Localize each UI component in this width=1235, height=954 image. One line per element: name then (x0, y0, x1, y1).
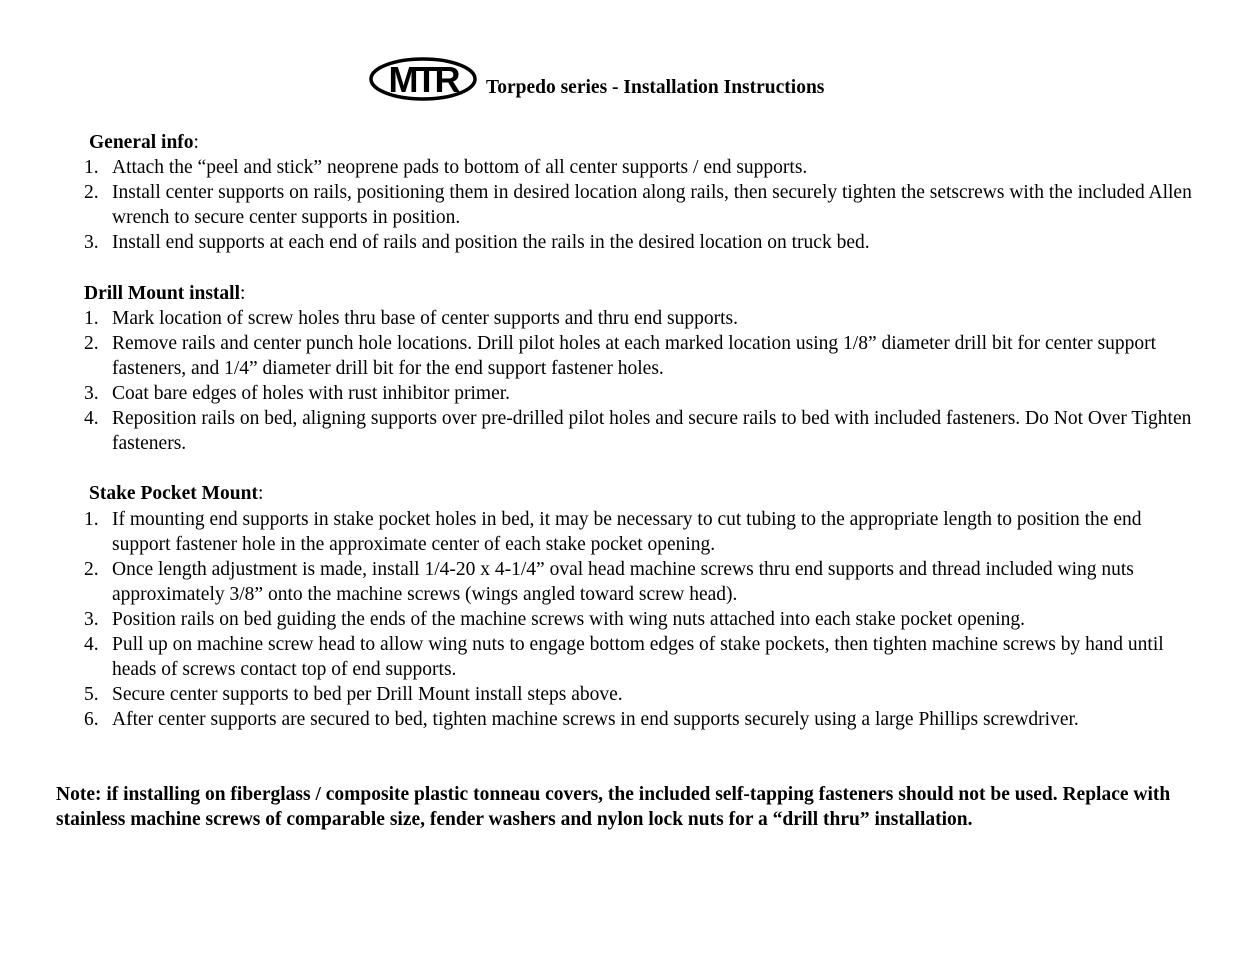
list-item: 6. After center supports are secured to bed, tighten machine screws in end supports securely using a large Phillips screwdriver. (84, 709, 1079, 730)
document-header (368, 56, 824, 102)
list-item: 2. Remove rails and center punch hole locations. Drill pilot holes at each marked location using 1/8” diameter drill bit for center support fasteners, and 1/4” diameter drill bit for the end support fastener holes. (84, 333, 1157, 379)
svg-text:MTR: MTR (388, 59, 458, 100)
list-item: 4. Reposition rails on bed, aligning supports over pre-drilled pilot holes and secure rails to bed with included fasteners. Do Not Over Tighten fasteners. (84, 408, 1192, 454)
list-item: 3. Position rails on bed guiding the ends of the machine screws with wing nuts attached into each stake pocket opening. (84, 609, 1026, 630)
section-heading-general-info: General info: (89, 132, 199, 153)
drill-mount-list (84, 306, 1194, 456)
section-heading-drill-mount: Drill Mount install: (84, 283, 246, 304)
mtr-logo (368, 56, 478, 102)
list-item: 1. If mounting end supports in stake pocket holes in bed, it may be necessary to cut tubing to the appropriate length to position the end support fastener hole in the approximate center of each stake pocket opening. (84, 509, 1142, 555)
list-item: 3. Install end supports at each end of rails and position the rails in the desired location on truck bed. (84, 232, 870, 253)
list-item: 1. Mark location of screw holes thru base of center supports and thru end supports. (84, 308, 739, 329)
general-info-list (84, 155, 1194, 255)
list-item: 4. Pull up on machine screw head to allow wing nuts to engage bottom edges of stake pockets, then tighten machine screws by hand until heads of screws contact top of end supports. (84, 634, 1164, 680)
list-item: 1. Attach the “peel and stick” neoprene pads to bottom of all center supports / end supports. (84, 157, 808, 178)
section-heading-stake-pocket: Stake Pocket Mount: (89, 483, 264, 504)
stake-pocket-list (84, 507, 1194, 732)
list-item: 2. Install center supports on rails, positioning them in desired location along rails, then securely tighten the setscrews with the included Allen wrench to secure center supports in position. (84, 182, 1192, 228)
page-title: Torpedo series - Installation Instructions (486, 77, 825, 98)
list-item: 3. Coat bare edges of holes with rust inhibitor primer. (84, 383, 511, 404)
installation-note: Note: if installing on fiberglass / composite plastic tonneau covers, the included self-tapping fasteners should not be used. Replace with stainless machine screws of comparable size, fender washers and nylon lock nuts for a “drill thru” installation. (56, 784, 1171, 830)
list-item: 5. Secure center supports to bed per Drill Mount install steps above. (84, 684, 623, 705)
list-item: 2. Once length adjustment is made, install 1/4-20 x 4-1/4” oval head machine screws thru end supports and thread included wing nuts approximately 3/8” onto the machine screws (wings angled toward screw head). (84, 559, 1134, 605)
